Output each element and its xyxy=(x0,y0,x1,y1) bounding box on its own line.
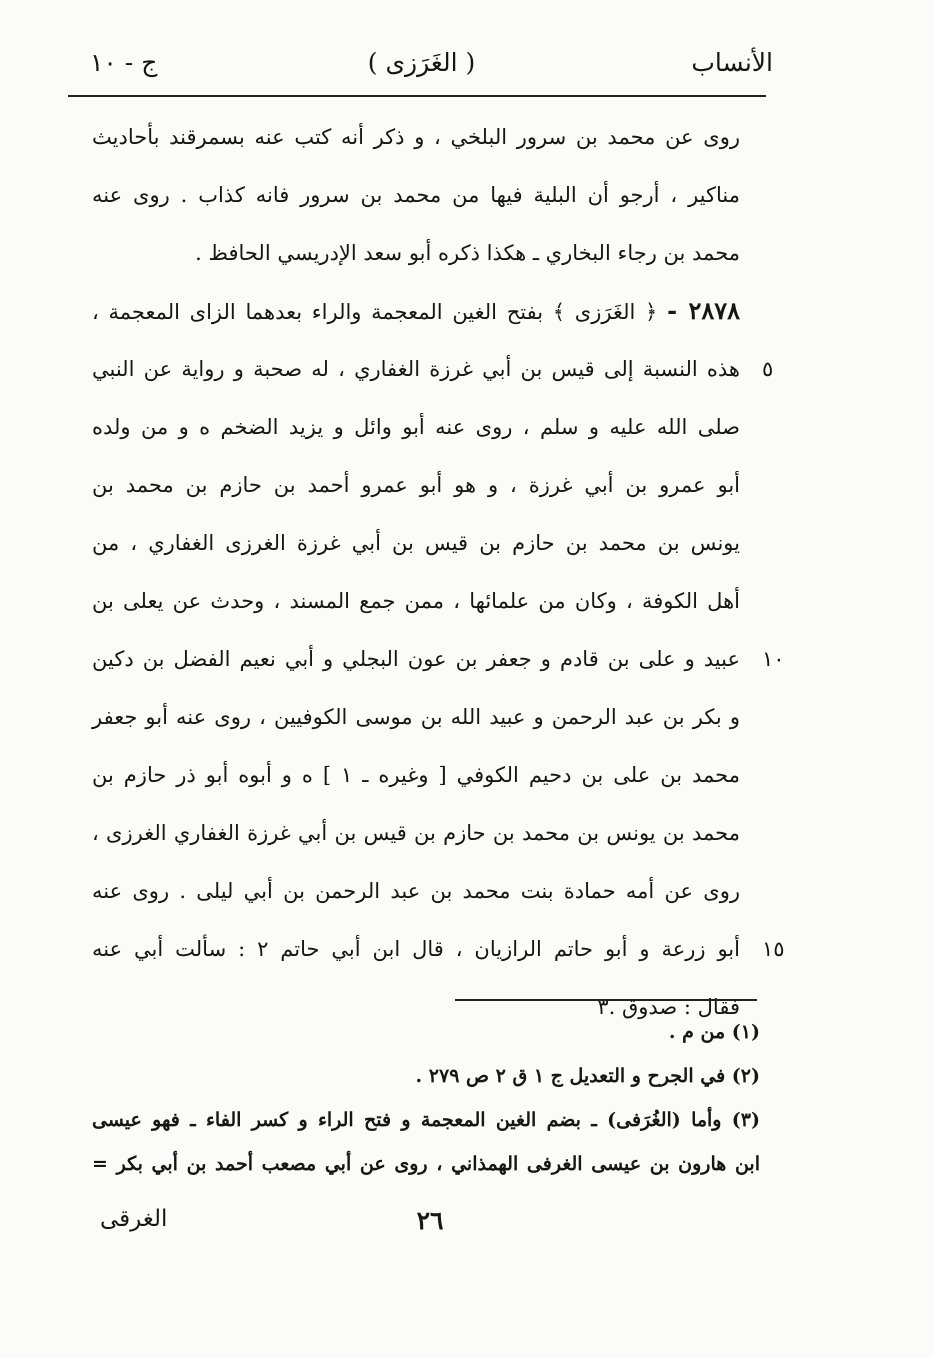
text-line-content: روى عن محمد بن سرور البلخي ، و ذكر أنه كتب عنه بسمرقند بأحاديث xyxy=(92,125,740,149)
footnote-rule xyxy=(455,999,757,1001)
line-number-marker: ٥ xyxy=(762,357,774,381)
text-line-content: محمد بن يونس بن محمد بن حازم بن قيس بن أبي غرزة الغفاري الغرزى ، xyxy=(92,821,740,845)
text-line-content: أبو زرعة و أبو حاتم الرازيان ، قال ابن أبي حاتم ٢ : سألت أبي عنه xyxy=(92,937,740,961)
text-line-content: يونس بن محمد بن حازم بن قيس بن أبي غرزة الغرزى الغفاري ، من xyxy=(92,531,740,555)
text-line xyxy=(92,456,740,514)
text-line xyxy=(92,166,740,224)
text-line-content: و بكر بن عبد الرحمن و عبيد الله بن موسى الكوفيين ، روى عنه أبو جعفر xyxy=(92,705,740,729)
book-title: الأنساب xyxy=(691,48,773,77)
text-line xyxy=(92,804,740,862)
text-line xyxy=(92,572,740,630)
line-number-marker: ١٠ xyxy=(762,647,785,671)
text-line xyxy=(92,746,740,804)
text-line xyxy=(92,862,740,920)
footnote: ابن هارون بن عيسى الغرفى الهمذاني ، روى عن أبي مصعب أحمد بن أبي بكر = xyxy=(92,1153,760,1175)
text-line xyxy=(92,920,785,978)
text-line-content: هذه النسبة إلى قيس بن أبي غرزة الغفاري ، له صحبة و رواية عن النبي xyxy=(92,357,740,381)
page-number: ٢٦ xyxy=(416,1206,444,1235)
text-line-content: ﴿ الغَرَزى ﴾ بفتح الغين المعجمة والراء بعدهما الزاى المعجمة ، xyxy=(92,300,658,324)
running-header xyxy=(70,40,773,90)
text-line xyxy=(92,630,785,688)
text-line xyxy=(92,398,740,456)
footnote: (٣) وأما (الغُرَفى) ـ بضم الغين المعجمة و فتح الراء و كسر الفاء ـ فهو عيسى xyxy=(92,1109,760,1131)
main-text xyxy=(92,108,785,1036)
header-rule xyxy=(68,95,766,97)
text-line xyxy=(92,688,740,746)
text-line-content: أبو عمرو بن أبي غرزة ، و هو أبو عمرو أحمد بن حازم بن محمد بن xyxy=(92,473,740,497)
footnote: (٢) في الجرح و التعديل ج ١ ق ٢ ص ٢٧٩ . xyxy=(415,1065,760,1087)
text-line xyxy=(92,224,740,282)
page-footer xyxy=(100,1206,760,1246)
line-number-marker: ١٥ xyxy=(762,937,785,961)
entry-number: ٢٨٧٨ - xyxy=(667,296,740,325)
text-line-content: صلى الله عليه و سلم ، روى عنه أبو وائل و يزيد الضخم ه و من ولده xyxy=(92,415,740,439)
volume-label: ج - ١٠ xyxy=(90,48,158,77)
text-line-content: محمد بن رجاء البخاري ـ هكذا ذكره أبو سعد الإدريسي الحافظ . xyxy=(195,241,740,265)
footnote: (١) من م . xyxy=(668,1021,760,1043)
footnotes xyxy=(92,1010,760,1186)
text-line-content: فقال : صدوق .٣ xyxy=(597,995,740,1019)
text-line-content: محمد بن على بن دحيم الكوفي [ وغيره ـ ١ ] ه و أبوه أبو ذر حازم بن xyxy=(92,763,740,787)
text-line-content: روى عن أمه حمادة بنت محمد بن عبد الرحمن بن أبي ليلى . روى عنه xyxy=(92,879,740,903)
text-line xyxy=(92,108,740,166)
text-line-content: أهل الكوفة ، وكان من علمائها ، ممن جمع المسند ، وحدث عن يعلى بن xyxy=(92,589,740,613)
text-line xyxy=(92,282,740,340)
text-line-content: مناكير ، أرجو أن البلية فيها من محمد بن سرور فانه كذاب . روى عنه xyxy=(92,183,740,207)
text-line-content: عبيد و على بن قادم و جعفر بن عون البجلي و أبي نعيم الفضل بن دكين xyxy=(92,647,740,671)
text-line xyxy=(92,514,740,572)
catchword: الغرقى xyxy=(100,1206,168,1232)
section-title: ( الغَرَزى ) xyxy=(367,48,476,77)
text-line xyxy=(92,340,774,398)
